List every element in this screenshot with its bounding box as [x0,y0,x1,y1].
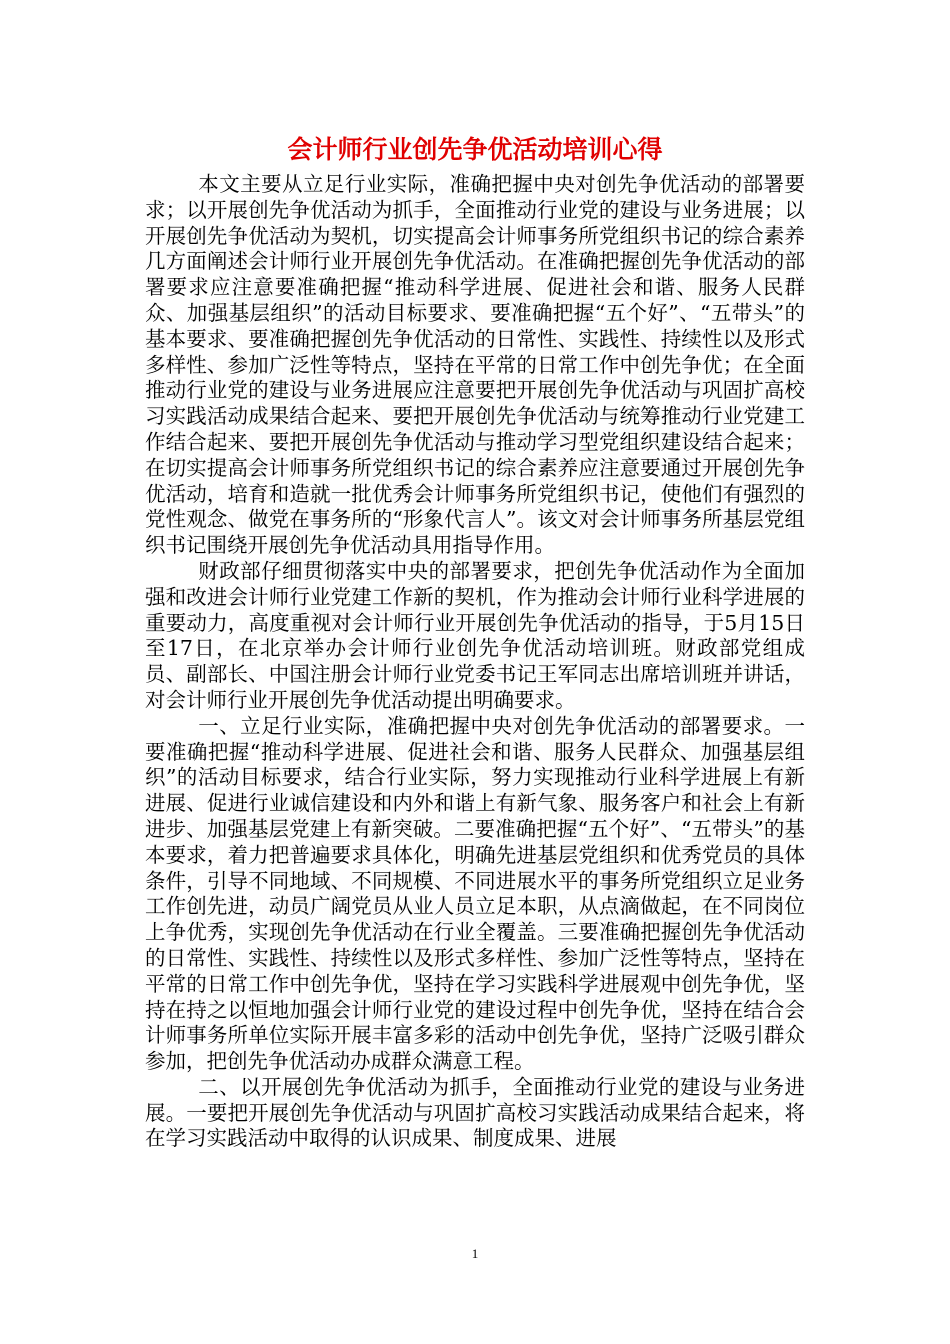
paragraph-section-two: 二、以开展创先争优活动为抓手，全面推动行业党的建设与业务进展。一要把开展创先争优活动与巩固扩高校习实践活动成果结合起来，将在学习实践活动中取得的认识成果、制度成果、进展 [145,1074,805,1151]
document-body [145,172,805,1152]
paragraph-abstract: 本文主要从立足行业实际，准确把握中央对创先争优活动的部署要求；以开展创先争优活动为抓手，全面推动行业党的建设与业务进展；以开展创先争优活动为契机，切实提高会计师事务所党组织书记的综合素养几方面阐述会计师行业开展创先争优活动。在准确把握创先争优活动的部署要求应注意要准确把握“推动科学进展、促进社会和谐、服务人民群众、加强基层组织”的活动目标要求、要准确把握“五个好”、“五带头”的基本要求、要准确把握创先争优活动的日常性、实践性、持续性以及形式多样性、参加广泛性等特点，坚持在平常的日常工作中创先争优；在全面推动行业党的建设与业务进展应注意要把开展创先争优活动与巩固扩高校习实践活动成果结合起来、要把开展创先争优活动与统筹推动行业党建工作结合起来、要把开展创先争优活动与推动学习型党组织建设结合起来；在切实提高会计师事务所党组织书记的综合素养应注意要通过开展创先争优活动，培育和造就一批优秀会计师事务所党组织书记，使他们有强烈的党性观念、做党在事务所的“形象代言人”。该文对会计师事务所基层党组织书记围绕开展创先争优活动具用指导作用。 [145,172,805,558]
document-title: 会计师行业创先争优活动培训心得 [287,135,663,164]
paragraph-section-one: 一、立足行业实际，准确把握中央对创先争优活动的部署要求。一要准确把握“推动科学进展、促进社会和谐、服务人民群众、加强基层组织”的活动目标要求，结合行业实际，努力实现推动行业科学进展上有新进展、促进行业诚信建设和内外和谐上有新气象、服务客户和社会上有新进步、加强基层党建上有新突破。二要准确把握“五个好”、“五带头”的基本要求，着力把普遍要求具体化，明确先进基层党组织和优秀党员的具体条件，引导不同地域、不同规模、不同进展水平的事务所党组织立足业务工作创先进，动员广阔党员从业人员立足本职，从点滴做起，在不同岗位上争优秀，实现创先争优活动在行业全覆盖。三要准确把握创先争优活动的日常性、实践性、持续性以及形式多样性、参加广泛性等特点，坚持在平常的日常工作中创先争优，坚持在学习实践科学进展观中创先争优，坚持在持之以恒地加强会计师行业党的建设过程中创先争优，坚持在结合会计师事务所单位实际开展丰富多彩的活动中创先争优，坚持广泛吸引群众参加，把创先争优活动办成群众满意工程。 [145,713,805,1074]
paragraph-intro: 财政部仔细贯彻落实中央的部署要求，把创先争优活动作为全面加强和改进会计师行业党建工作新的契机，作为推动会计师行业科学进展的重要动力，高度重视对会计师行业开展创先争优活动的指导，于5月15日至17日，在北京举办会计师行业创先争优活动培训班。财政部党组成员、副部长、中国注册会计师行业党委书记王军同志出席培训班并讲话，对会计师行业开展创先争优活动提出明确要求。 [145,558,805,712]
page-number: 1 [471,1246,479,1261]
